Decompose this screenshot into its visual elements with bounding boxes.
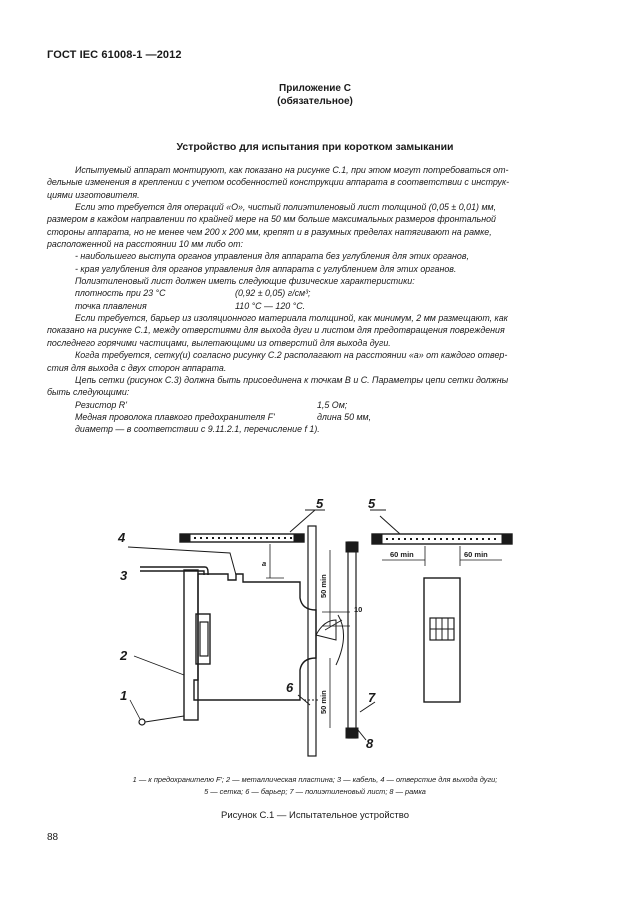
figure-label: 1 (120, 688, 128, 703)
paragraph-line: быть следующими: (47, 387, 130, 398)
paragraph-line: циями изготовителя. (47, 189, 140, 200)
paragraph-line: показано на рисунке С.1, между отверстиями для выхода дуги и листом для предотвращения повреждения (47, 325, 505, 336)
dimension-label: 50 min (319, 574, 328, 598)
figure-caption: Рисунок С.1 — Испытательное устройство (220, 810, 409, 821)
list-item: - наибольшего выступа органов управления для аппарата без углубления для этих органов, (75, 251, 469, 262)
appendix-heading (0, 82, 630, 108)
list-item: - края углубления для органов управления для аппарата с углублением для этих органов. (75, 263, 457, 274)
figure-notes-line: 5 — сетка; 6 — барьер; 7 — полиэтиленовый лист; 8 — рамка (204, 787, 426, 796)
parameter-value: длина 50 мм, (317, 411, 372, 422)
body-text (47, 164, 585, 436)
document-header: ГОСТ IEC 61008-1 —2012 (47, 49, 182, 61)
figure-notes-line: 1 — к предохранителю F'; 2 — металлическая пластина; 3 — кабель, 4 — отверстие для выхода дуги; (132, 775, 498, 784)
parameter-label: Резистор R' (75, 399, 127, 410)
dimension-label: 50 min (319, 690, 328, 714)
paragraph-line: последнего горячими частицами, вылетающими из отверстий для выхода дуги. (47, 337, 391, 348)
property-value: (0,92 ± 0,05) г/см³; (235, 288, 311, 299)
paragraph-line: Полиэтиленовый лист должен иметь следующие физические характеристики: (75, 276, 415, 287)
paragraph-line: стороны аппарата, но не менее чем 200 х 200 мм, крепят и в разумных пределах натягивают на рамке, (47, 226, 492, 237)
barrier (308, 526, 316, 756)
paragraph-line: Когда требуется, сетку(и) согласно рисунку С.2 располагают на расстоянии «а» от каждого отвер- (75, 350, 508, 361)
section-title: Устройство для испытания при коротком замыкании (176, 141, 454, 153)
figure-label: 3 (120, 568, 128, 583)
dimension-label: 60 min (390, 550, 414, 559)
property-label: плотность при 23 °С (75, 288, 166, 299)
parameter-value: 1,5 Ом; (317, 399, 348, 410)
dimension-label: a (262, 559, 267, 568)
paragraph-line: диаметр — в соответствии с 9.11.2.1, перечисление f 1). (75, 424, 320, 435)
property-row (75, 300, 585, 312)
parameter-row (75, 399, 585, 411)
property-label: точка плавления (75, 300, 147, 311)
paragraph-line: стия для выхода с двух сторон аппарата. (47, 362, 227, 373)
figure-label: 7 (368, 690, 376, 705)
paragraph-line: расположенной на расстоянии 10 мм либо от: (47, 239, 243, 250)
parameter-label: Медная проволока плавкого предохранителя F' (75, 411, 275, 422)
dimension-label: 60 min (464, 550, 488, 559)
figure-label: 5 (368, 496, 376, 511)
property-value: 110 °С — 120 °С. (235, 300, 306, 311)
figure-label: 6 (286, 680, 294, 695)
appendix-subtitle: (обязательное) (277, 96, 353, 107)
paragraph-line: размером в каждом направлении по крайней мере на 50 мм больше максимальных размеров фронтальной (47, 214, 496, 225)
poly-sheet (348, 542, 356, 738)
figure-notes (0, 774, 630, 798)
figure-label: 4 (118, 530, 126, 545)
test-setup-figure (110, 490, 530, 760)
property-row (75, 287, 585, 299)
figure-label: 8 (366, 736, 374, 751)
paragraph-line: Если требуется, барьер из изоляционного материала толщиной, как минимум, 2 мм размещают, как (75, 313, 508, 324)
figure-label: 5 (316, 496, 324, 511)
dimension-label: 10 (354, 605, 363, 614)
paragraph-line: Если это требуется для операций «О», чистый полиэтиленовый лист толщиной (0,05 ± 0,01) мм, (75, 202, 497, 213)
paragraph-line: Испытуемый аппарат монтируют, как показано на рисунке С.1, при этом могут потребоваться от- (75, 165, 509, 175)
page-number: 88 (47, 832, 59, 843)
paragraph-line: Цепь сетки (рисунок С.3) должна быть присоединена к точкам В и С. Параметры цепи сетки должны (75, 374, 509, 385)
figure-label: 2 (120, 648, 128, 663)
paragraph-line: дельные изменения в креплении с учетом особенностей конструкции аппарата в соответствии с инструк- (47, 177, 510, 188)
appendix-title: Приложение С (279, 83, 351, 94)
parameter-row (75, 411, 585, 423)
device-body (194, 574, 316, 700)
